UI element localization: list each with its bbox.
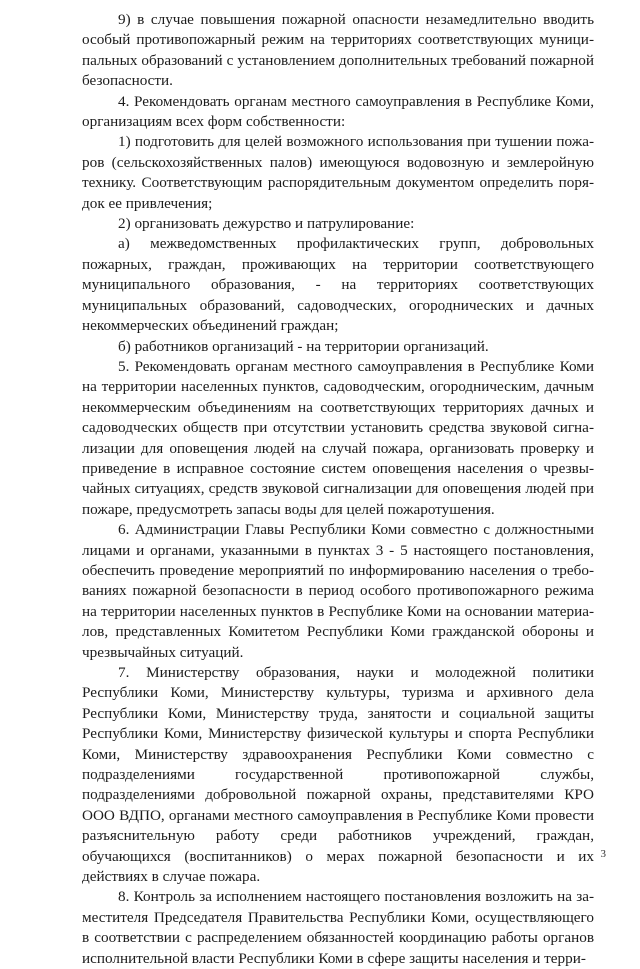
document-page: [82, 10, 594, 969]
paragraph-5-alert-systems: 5. Рекомендовать органам местного самоуправления в Республике Коми на территории населенных пунктов, садоводческим, огородническим, дачным некоммерческим объединениям на соответствующих территориях дачных и садоводческих обществ при отсутствии установить средства звуковой сигнализации для оповещения людей на случай пожара, организовать проверку и приведение в исправное состояние систем оповещения населения о чрезвычайных ситуациях, средств звуковой сигнализации для оповещения людей при пожаре, предусмотреть запасы воды для целей пожаротушения.: [82, 357, 594, 518]
paragraph-9-special-fire-regime: 9) в случае повышения пожарной опасности незамедлительно вводить особый противопожарный режим на территориях соответствующих муниципальных образований с установлением дополнительных требований пожарной безопасности.: [82, 11, 594, 90]
paragraph-6-informing: 6. Администрации Главы Республики Коми совместно с должностными лицами и органами, указанными в пунктах 3 - 5 настоящего постановления, обеспечить проведение мероприятий по информированию населения о требованиях пожарной безопасности в период особого противопожарного режима на территории населенных пунктов в Республике Коми на основании материалов, представленных Комитетом Республики Коми гражданской обороны и чрезвычайных ситуаций.: [82, 521, 594, 661]
paragraph-4-2-b-workers: б) работников организаций - на территории организаций.: [118, 337, 489, 355]
page-number: 3: [600, 848, 606, 860]
paragraph-7-ministries: 7. Министерству образования, науки и молодежной политики Республики Коми, Министерству культуры, туризма и архивного дела Республики Коми, Министерству труда, занятости и социальной защиты Республики Коми, Министерству физической культуры и спорта Республики Коми, Министерству здравоохранения Республики Коми совместно с подразделениями государственной противопожарной службы, подразделениями добровольной пожарной охраны, представителями КРО ООО ВДПО, органами местного самоуправления в Республике Коми провести разъяснительную работу среди работников учреждений, граждан, обучающихся (воспитанников) о мерах пожарной безопасности и их действиях в случае пожара.: [82, 664, 594, 886]
paragraph-8-control: 8. Контроль за исполнением настоящего постановления возложить на заместителя Председателя Правительства Республики Коми, осуществляющего в соответствии с распределением обязанностей координацию работы органов исполнительной власти Республики Коми в сфере защиты населения и терри-: [82, 888, 594, 967]
paragraph-4-2-patrol: 2) организовать дежурство и патрулирование:: [118, 215, 415, 233]
paragraph-4-2-a-groups: а) межведомственных профилактических групп, добровольных пожарных, граждан, проживающих на территории соответствующего муниципального образования, - на территориях соответствующих муниципальных образований, садоводческих, огороднических и дачных некоммерческих объединений граждан;: [82, 235, 594, 335]
paragraph-4-recommendation: 4. Рекомендовать органам местного самоуправления в Республике Коми, организациям всех форм собственности:: [82, 92, 594, 131]
paragraph-4-1-equipment: 1) подготовить для целей возможного использования при тушении пожаров (сельскохозяйственных палов) имеющуюся водовозную и землеройную технику. Соответствующим распорядительным документом определить порядок ее привлечения;: [82, 133, 594, 212]
